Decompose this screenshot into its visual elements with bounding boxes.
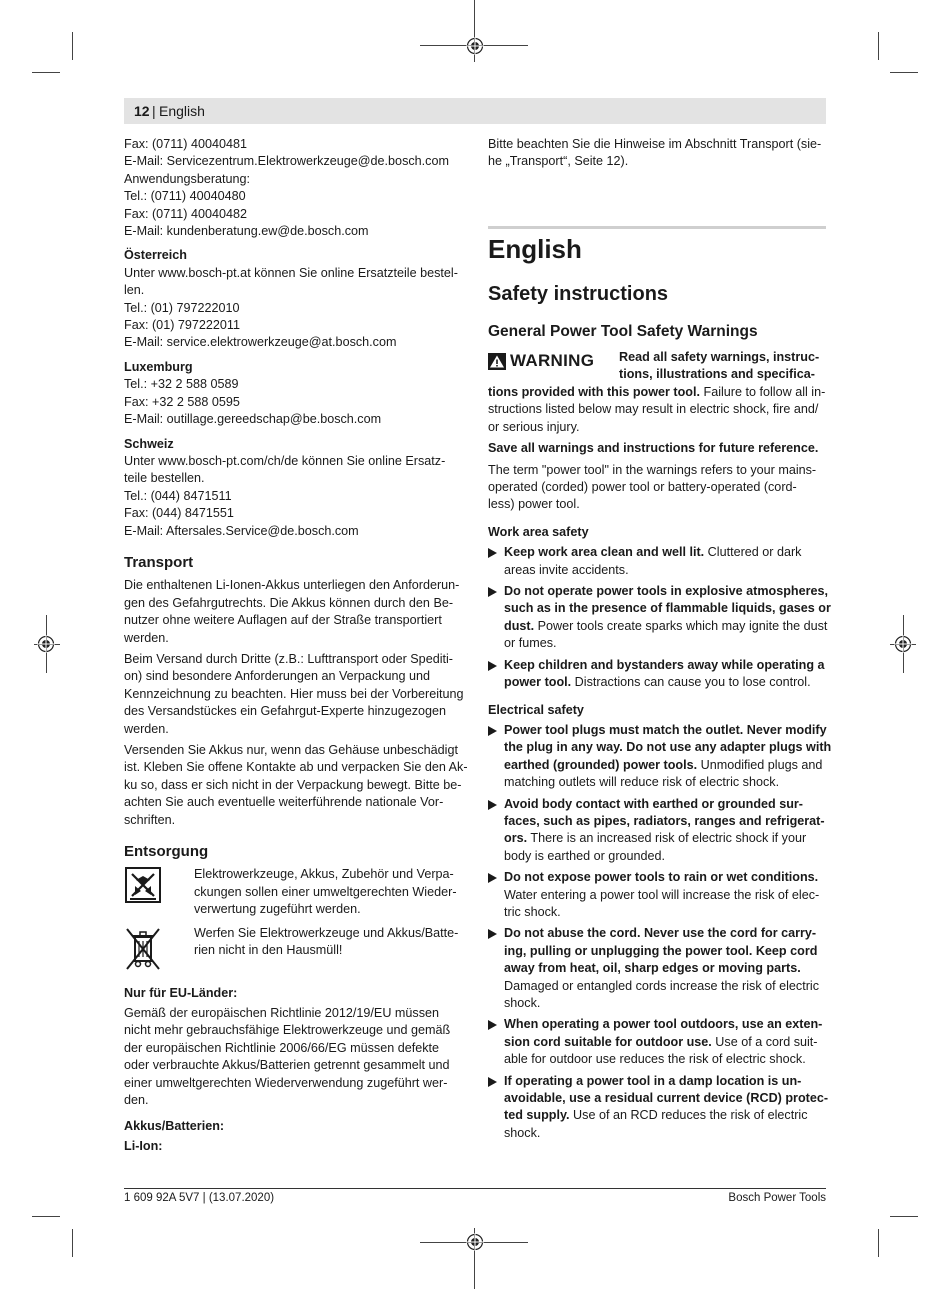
text-line: Do not expose power tools to rain or wet conditions. bbox=[504, 870, 819, 885]
contact-line: Tel.: (01) 797222010 bbox=[124, 300, 240, 315]
text-line: Water entering a power tool will increase the risk of elec- bbox=[504, 887, 820, 902]
text-line: ist. Kleben Sie offene Kontakte ab und verpacken Sie den Ak- bbox=[124, 760, 468, 775]
text-line: werden. bbox=[124, 630, 169, 645]
bold-text: ors. bbox=[504, 831, 528, 846]
crop-mark bbox=[878, 32, 879, 60]
text-line: schriften. bbox=[124, 812, 176, 827]
text-line: ku so, dass er sich nicht in der Verpackung bewegt. Bitte be- bbox=[124, 777, 462, 792]
crop-mark bbox=[72, 32, 73, 60]
contact-line: Anwendungsberatung: bbox=[124, 171, 251, 186]
text-line: the plug in any way. Do not use any adapter plugs with bbox=[504, 740, 832, 755]
safety-bullet bbox=[488, 657, 828, 692]
chapter-title: English bbox=[488, 234, 582, 264]
text-line: shock. bbox=[504, 1125, 541, 1140]
text-line: tric shock. bbox=[504, 904, 561, 919]
text-line: Elektrowerkzeuge, Akkus, Zubehör und Verpa- bbox=[194, 867, 454, 882]
subheading-work-area: Work area safety bbox=[488, 524, 589, 539]
disposal-item-weee bbox=[124, 925, 464, 973]
text-line: operated (corded) power tool or battery-operated (cord- bbox=[488, 480, 797, 495]
warning-word: WARNING bbox=[510, 351, 595, 370]
bold-text: earthed (grounded) power tools. bbox=[504, 757, 698, 772]
bold-text: power tool. bbox=[504, 675, 572, 690]
text-line: der europäischen Richtlinie 2006/66/EG müssen defekte bbox=[124, 1040, 440, 1055]
text-line: des Versandstückes ein Gefahrgut-Experte hinzugezogen bbox=[124, 704, 447, 719]
text-line: oder verbrauchte Akkus/Batterien getrennt gesammelt und bbox=[124, 1058, 450, 1073]
contact-line: E-Mail: Servicezentrum.Elektrowerkzeuge@de.bosch.com bbox=[124, 154, 449, 169]
bullet-triangle-icon bbox=[488, 548, 497, 558]
text-line: Do not abuse the cord. Never use the cord for carry- bbox=[504, 926, 817, 941]
section-divider bbox=[488, 226, 826, 229]
header-language: English bbox=[159, 103, 205, 119]
text-line: Die enthaltenen Li-Ionen-Akkus unterliegen den Anforderun- bbox=[124, 578, 460, 593]
text-line: less) power tool. bbox=[488, 497, 580, 512]
safety-bullet bbox=[488, 796, 828, 866]
registration-target-icon bbox=[894, 635, 912, 653]
plain-text: Cluttered or dark bbox=[704, 545, 802, 560]
bold-text: sion cord suitable for outdoor use. bbox=[504, 1034, 712, 1049]
country-heading-luxembourg: Luxemburg bbox=[124, 359, 193, 374]
text-line: Gemäß der europäischen Richtlinie 2012/19/EU müssen bbox=[124, 1006, 440, 1021]
contact-line: E-Mail: kundenberatung.ew@de.bosch.com bbox=[124, 224, 369, 239]
plain-text: There is an increased risk of electric shock if your bbox=[527, 831, 807, 846]
crop-mark bbox=[890, 72, 918, 73]
text-line: werden. bbox=[124, 721, 169, 736]
text-line: nutzer ohne weitere Auflagen auf der Straße transportiert bbox=[124, 613, 442, 628]
crop-mark bbox=[878, 1229, 879, 1257]
crop-mark bbox=[890, 1216, 918, 1217]
bullet-triangle-icon bbox=[488, 1020, 497, 1030]
text-line: he „Transport“, Seite 12). bbox=[488, 154, 629, 169]
plain-text: Use of a cord suit- bbox=[711, 1034, 818, 1049]
text-line: Avoid body contact with earthed or grounded sur- bbox=[504, 796, 803, 811]
text-line: Keep children and bystanders away while operating a bbox=[504, 657, 825, 672]
subheading-electrical: Electrical safety bbox=[488, 702, 584, 717]
text-line: Werfen Sie Elektrowerkzeuge und Akkus/Batte- bbox=[194, 925, 459, 940]
text-line: ckungen sollen einer umweltgerechten Wieder- bbox=[194, 884, 457, 899]
crossed-out-bin-icon bbox=[124, 925, 162, 973]
text-line: Do not operate power tools in explosive atmospheres, bbox=[504, 584, 829, 599]
bold-text: dust. bbox=[504, 618, 535, 633]
header-separator: | bbox=[152, 103, 156, 119]
text-line: Versenden Sie Akkus nur, wenn das Gehäuse unbeschädigt bbox=[124, 743, 458, 757]
text-line: Power tool plugs must match the outlet. Never modify bbox=[504, 722, 827, 737]
page-number: 12 bbox=[134, 103, 150, 119]
recycling-packaging-icon bbox=[124, 866, 162, 904]
text-line: When operating a power tool outdoors, use an exten- bbox=[504, 1017, 823, 1032]
text-line: Bitte beachten Sie die Hinweise im Abschnitt Transport (sie- bbox=[488, 137, 822, 151]
eu-heading: Nur für EU-Länder: bbox=[124, 985, 238, 1000]
plain-text: Power tools create sparks which may ignite the dust bbox=[534, 618, 828, 633]
text-line bbox=[504, 757, 828, 774]
bullet-triangle-icon bbox=[488, 587, 497, 597]
contact-line: Unter www.bosch-pt.com/ch/de können Sie online Ersatz- bbox=[124, 453, 446, 468]
safety-bullet bbox=[488, 925, 828, 1012]
plain-text: Distractions can cause you to lose control. bbox=[571, 675, 811, 690]
registration-target-icon bbox=[466, 1233, 484, 1251]
paragraph bbox=[124, 651, 464, 738]
left-column bbox=[124, 136, 468, 1158]
contact-line: Fax: +32 2 588 0595 bbox=[124, 394, 240, 409]
safety-bullet bbox=[488, 1016, 828, 1068]
text-line: den. bbox=[124, 1093, 149, 1108]
registration-target-icon bbox=[37, 635, 55, 653]
plain-text: Use of an RCD reduces the risk of electric bbox=[569, 1108, 808, 1123]
paragraph bbox=[124, 742, 468, 829]
bold-text: tions provided with this power tool. bbox=[488, 385, 700, 399]
bullet-triangle-icon bbox=[488, 1077, 497, 1087]
bullet-triangle-icon bbox=[488, 726, 497, 736]
text-line: If operating a power tool in a damp location is un- bbox=[504, 1073, 802, 1088]
crop-mark bbox=[72, 1229, 73, 1257]
disposal-text bbox=[194, 866, 457, 918]
safety-bullet bbox=[488, 869, 828, 921]
disposal-text bbox=[194, 925, 458, 960]
text-line bbox=[504, 618, 828, 635]
subsection-title: General Power Tool Safety Warnings bbox=[488, 323, 758, 340]
text-line: shock. bbox=[504, 996, 541, 1010]
text-line bbox=[504, 830, 828, 847]
section-heading-disposal: Entsorgung bbox=[124, 843, 209, 861]
contact-line: E-Mail: service.elektrowerkzeuge@at.bosch.com bbox=[124, 335, 397, 350]
text-line: away from heat, oil, sharp edges or moving parts. bbox=[504, 961, 801, 976]
text-line: gen des Gefahrgutrechts. Die Akkus können durch den Be- bbox=[124, 595, 454, 610]
crop-mark bbox=[32, 72, 60, 73]
text-line: einer umweltgerechten Wiederverwendung zugeführt wer- bbox=[124, 1075, 448, 1090]
text-line: achten Sie auch eventuelle weiterführende nationale Vor- bbox=[124, 795, 444, 810]
text-line: faces, such as pipes, radiators, ranges and refrigerat- bbox=[504, 813, 825, 828]
text-line bbox=[504, 674, 828, 691]
contact-line: Fax: (01) 797222011 bbox=[124, 318, 240, 333]
paragraph bbox=[124, 1005, 464, 1109]
text-line: Beim Versand durch Dritte (z.B.: Lufttransport oder Spediti- bbox=[124, 651, 453, 666]
batteries-heading: Akkus/Batterien: bbox=[124, 1118, 225, 1133]
safety-bullet bbox=[488, 722, 832, 792]
text-line: Damaged or entangled cords increase the risk of electric bbox=[504, 978, 820, 993]
right-column-body bbox=[488, 384, 832, 1146]
bullet-triangle-icon bbox=[488, 873, 497, 883]
safety-bullet bbox=[488, 583, 831, 653]
section-heading-transport: Transport bbox=[124, 553, 194, 571]
bold-text: Keep work area clean and well lit. bbox=[504, 545, 705, 560]
text-line bbox=[488, 384, 828, 401]
disposal-item-recycling bbox=[124, 866, 464, 918]
text-line: on) sind besondere Anforderungen an Verpackung und bbox=[124, 669, 430, 684]
contact-line: Tel.: +32 2 588 0589 bbox=[124, 377, 239, 392]
text-line: able for outdoor use reduces the risk of electric shock. bbox=[504, 1052, 806, 1067]
paragraph bbox=[488, 462, 828, 514]
text-line: nicht mehr gebrauchsfähige Elektrowerkzeuge und gemäß bbox=[124, 1023, 451, 1038]
contact-line: Fax: (0711) 40040481 bbox=[124, 137, 247, 151]
contact-line: E-Mail: outillage.gereedschap@be.bosch.com bbox=[124, 412, 382, 427]
contact-line: Fax: (0711) 40040482 bbox=[124, 206, 247, 221]
text-line: ing, pulling or unplugging the power tool. Keep cord bbox=[504, 943, 818, 958]
text-line: The term "power tool" in the warnings refers to your mains- bbox=[488, 462, 817, 477]
text-line: tions, illustrations and specifica- bbox=[619, 367, 815, 382]
registration-target-icon bbox=[466, 37, 484, 55]
section-title: Safety instructions bbox=[488, 283, 669, 305]
warning-lead bbox=[619, 349, 829, 384]
save-note: Save all warnings and instructions for future reference. bbox=[488, 441, 819, 456]
warning-triangle-icon bbox=[488, 353, 506, 370]
text-line: areas invite accidents. bbox=[504, 562, 629, 577]
safety-bullet bbox=[488, 1073, 828, 1143]
country-heading-austria: Österreich bbox=[124, 248, 187, 263]
footer-doc-number: 1 609 92A 5V7 | (13.07.2020) bbox=[124, 1192, 275, 1204]
contact-line: Tel.: (0711) 40040480 bbox=[124, 189, 246, 204]
text-line: such as in the presence of flammable liquids, gases or bbox=[504, 601, 831, 616]
warning-label bbox=[488, 350, 594, 372]
text-line: Kennzeichnung zu beachten. Hier muss bei der Vorbereitung bbox=[124, 686, 464, 701]
transport-note bbox=[488, 136, 828, 171]
bold-text: ted supply. bbox=[504, 1108, 570, 1123]
text-line: verwertung zugeführt werden. bbox=[194, 902, 361, 917]
text-line bbox=[504, 1107, 828, 1124]
safety-bullet bbox=[488, 544, 828, 579]
plain-text: Unmodified plugs and bbox=[697, 757, 823, 772]
text-line: rien nicht in den Hausmüll! bbox=[194, 943, 343, 958]
plain-text: Failure to follow all in- bbox=[700, 385, 826, 399]
bullet-triangle-icon bbox=[488, 661, 497, 671]
crop-mark bbox=[32, 1216, 60, 1217]
country-heading-switzerland: Schweiz bbox=[124, 436, 174, 451]
liion-heading: Li-Ion: bbox=[124, 1138, 163, 1153]
footer-rule bbox=[124, 1188, 826, 1189]
bullet-triangle-icon bbox=[488, 929, 497, 939]
contact-line: E-Mail: Aftersales.Service@de.bosch.com bbox=[124, 523, 359, 538]
bullet-triangle-icon bbox=[488, 800, 497, 810]
contact-line: Tel.: (044) 8471511 bbox=[124, 488, 232, 503]
text-line bbox=[504, 1034, 828, 1051]
contact-line: Unter www.bosch-pt.at können Sie online Ersatzteile bestel- bbox=[124, 265, 458, 280]
text-line bbox=[504, 544, 828, 561]
text-line: Read all safety warnings, instruc- bbox=[619, 350, 820, 364]
footer-brand: Bosch Power Tools bbox=[728, 1192, 826, 1204]
text-line: body is earthed or grounded. bbox=[504, 848, 666, 863]
contact-block bbox=[124, 136, 464, 240]
text-line: or fumes. bbox=[504, 636, 557, 651]
paragraph bbox=[124, 577, 464, 647]
contact-line: teile bestellen. bbox=[124, 471, 205, 486]
text-line: matching outlets will reduce risk of electric shock. bbox=[504, 775, 780, 790]
text-line: avoidable, use a residual current device (RCD) protec- bbox=[504, 1091, 829, 1106]
text-line: structions listed below may result in electric shock, fire and/ bbox=[488, 402, 819, 417]
text-line: or serious injury. bbox=[488, 419, 580, 434]
page-header bbox=[124, 98, 826, 124]
contact-line: Fax: (044) 8471551 bbox=[124, 506, 234, 521]
contact-line: len. bbox=[124, 283, 145, 298]
